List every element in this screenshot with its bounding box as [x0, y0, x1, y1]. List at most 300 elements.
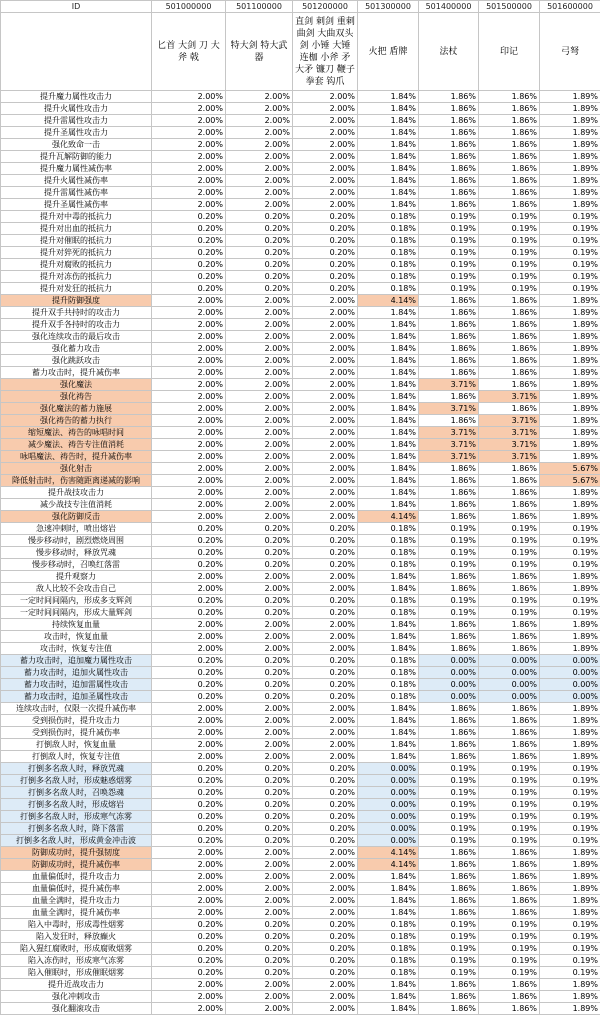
- probability-cell: 1.86%: [479, 187, 540, 199]
- probability-cell: 1.86%: [419, 847, 479, 859]
- probability-cell: 2.00%: [226, 751, 293, 763]
- probability-cell: 1.84%: [358, 403, 419, 415]
- probability-cell: 1.84%: [358, 139, 419, 151]
- effect-name-cell: 蓄力攻击时，提升减伤率: [1, 367, 152, 379]
- table-row: [1, 571, 600, 583]
- table-row: [1, 391, 600, 403]
- table-row: [1, 823, 600, 835]
- probability-cell: 0.20%: [293, 775, 358, 787]
- table-row: [1, 727, 600, 739]
- table-row: [1, 355, 600, 367]
- table-row: [1, 871, 600, 883]
- probability-cell: 4.14%: [358, 511, 419, 523]
- probability-cell: 0.18%: [358, 247, 419, 259]
- table-row: [1, 847, 600, 859]
- effect-name-cell: 提升对腐败的抵抗力: [1, 259, 152, 271]
- probability-cell: 0.18%: [358, 595, 419, 607]
- probability-cell: 0.19%: [540, 823, 600, 835]
- probability-cell: 2.00%: [226, 343, 293, 355]
- probability-cell: 1.89%: [540, 619, 600, 631]
- probability-cell: 1.86%: [479, 175, 540, 187]
- table-row: [1, 523, 600, 535]
- probability-cell: 1.84%: [358, 367, 419, 379]
- probability-cell: 1.84%: [358, 331, 419, 343]
- probability-cell: 2.00%: [152, 451, 226, 463]
- probability-cell: 2.00%: [152, 331, 226, 343]
- probability-cell: 0.19%: [540, 775, 600, 787]
- probability-cell: 2.00%: [293, 739, 358, 751]
- effect-name-cell: 缩短魔法、祷告的咏唱时间: [1, 427, 152, 439]
- probability-cell: 1.89%: [540, 583, 600, 595]
- probability-cell: 1.84%: [358, 163, 419, 175]
- probability-cell: 0.20%: [293, 535, 358, 547]
- probability-cell: 1.86%: [479, 739, 540, 751]
- table-row: [1, 211, 600, 223]
- probability-cell: 2.00%: [293, 619, 358, 631]
- effect-name-cell: 降低射击时，伤害随距离递减的影响: [1, 475, 152, 487]
- probability-cell: 2.00%: [152, 619, 226, 631]
- probability-cell: 2.00%: [226, 871, 293, 883]
- probability-cell: 0.18%: [358, 955, 419, 967]
- probability-cell: 1.84%: [358, 391, 419, 403]
- probability-cell: 1.86%: [419, 115, 479, 127]
- effect-name-cell: 攻击时，恢复专注值: [1, 643, 152, 655]
- probability-cell: 2.00%: [226, 619, 293, 631]
- probability-cell: 1.86%: [479, 403, 540, 415]
- effect-name-cell: 血量偏低时，提升减伤率: [1, 883, 152, 895]
- probability-cell: 0.19%: [540, 919, 600, 931]
- probability-cell: 1.86%: [479, 103, 540, 115]
- probability-cell: 1.86%: [479, 199, 540, 211]
- weapon-category-cell: 直剑 刺剑 重刺 曲剑 大曲双头剑 小锤 大锤 连枷 小斧 矛 大矛 镰刀 鞭子 拳套 钩爪: [293, 13, 358, 91]
- probability-cell: 0.20%: [152, 811, 226, 823]
- probability-cell: 0.20%: [226, 763, 293, 775]
- probability-cell: 0.19%: [419, 787, 479, 799]
- probability-cell: 2.00%: [293, 907, 358, 919]
- probability-cell: 0.19%: [479, 235, 540, 247]
- probability-cell: 2.00%: [226, 631, 293, 643]
- probability-cell: 1.89%: [540, 451, 600, 463]
- table-row: [1, 403, 600, 415]
- probability-cell: 0.19%: [479, 835, 540, 847]
- probability-cell: 2.00%: [152, 199, 226, 211]
- table-row: [1, 931, 600, 943]
- probability-cell: 0.18%: [358, 607, 419, 619]
- probability-cell: 0.19%: [419, 775, 479, 787]
- probability-cell: 0.00%: [540, 655, 600, 667]
- probability-cell: 1.86%: [419, 631, 479, 643]
- probability-cell: 0.19%: [479, 931, 540, 943]
- probability-cell: 2.00%: [226, 571, 293, 583]
- probability-cell: 0.19%: [419, 223, 479, 235]
- probability-cell: 2.00%: [152, 151, 226, 163]
- probability-cell: 0.19%: [479, 811, 540, 823]
- effect-name-cell: 强化射击: [1, 463, 152, 475]
- probability-cell: 0.19%: [479, 223, 540, 235]
- probability-cell: 2.00%: [293, 151, 358, 163]
- probability-cell: 1.89%: [540, 907, 600, 919]
- probability-cell: 1.89%: [540, 295, 600, 307]
- probability-cell: 1.86%: [419, 883, 479, 895]
- probability-cell: 3.71%: [479, 451, 540, 463]
- probability-cell: 1.84%: [358, 883, 419, 895]
- probability-cell: 3.71%: [419, 439, 479, 451]
- probability-cell: 1.86%: [419, 583, 479, 595]
- probability-cell: 0.20%: [152, 799, 226, 811]
- probability-cell: 0.19%: [479, 775, 540, 787]
- probability-cell: 0.19%: [419, 799, 479, 811]
- probability-cell: 0.00%: [419, 691, 479, 703]
- probability-cell: 0.00%: [479, 679, 540, 691]
- table-row: [1, 991, 600, 1003]
- probability-cell: 1.86%: [479, 871, 540, 883]
- probability-cell: 2.00%: [293, 331, 358, 343]
- probability-cell: 1.86%: [479, 859, 540, 871]
- probability-cell: 1.89%: [540, 199, 600, 211]
- probability-cell: 0.19%: [419, 811, 479, 823]
- effect-name-cell: 陷入冻伤时，形成寒气冻雾: [1, 955, 152, 967]
- probability-cell: 2.00%: [226, 895, 293, 907]
- table-row: [1, 763, 600, 775]
- probability-cell: 2.00%: [226, 91, 293, 103]
- probability-cell: 2.00%: [226, 163, 293, 175]
- probability-cell: 2.00%: [293, 499, 358, 511]
- probability-cell: 1.84%: [358, 739, 419, 751]
- probability-cell: 1.86%: [479, 91, 540, 103]
- probability-cell: 0.19%: [419, 835, 479, 847]
- table-row: [1, 487, 600, 499]
- probability-cell: 0.20%: [152, 559, 226, 571]
- probability-cell: 0.19%: [419, 763, 479, 775]
- probability-cell: 1.86%: [479, 619, 540, 631]
- table-row: [1, 163, 600, 175]
- effect-name-cell: 蓄力攻击时，追加火属性攻击: [1, 667, 152, 679]
- probability-cell: 2.00%: [152, 475, 226, 487]
- probability-cell: 0.19%: [419, 955, 479, 967]
- probability-cell: 1.89%: [540, 307, 600, 319]
- table-row: [1, 619, 600, 631]
- probability-cell: 5.67%: [540, 463, 600, 475]
- probability-cell: 0.19%: [479, 283, 540, 295]
- probability-cell: 2.00%: [226, 847, 293, 859]
- probability-cell: 0.20%: [293, 547, 358, 559]
- weapon-category-cell: 法杖: [419, 13, 479, 91]
- table-row: [1, 307, 600, 319]
- probability-cell: 4.14%: [358, 847, 419, 859]
- probability-cell: 2.00%: [226, 427, 293, 439]
- probability-cell: 1.89%: [540, 703, 600, 715]
- id-header-row: [1, 1, 600, 13]
- probability-cell: 1.86%: [419, 727, 479, 739]
- probability-cell: 2.00%: [226, 499, 293, 511]
- probability-cell: 0.18%: [358, 535, 419, 547]
- probability-cell: 1.86%: [479, 307, 540, 319]
- probability-cell: 1.86%: [419, 715, 479, 727]
- probability-cell: 2.00%: [226, 415, 293, 427]
- probability-cell: 2.00%: [293, 379, 358, 391]
- effect-name-cell: 打倒多名敌人时，形成黄金冲击波: [1, 835, 152, 847]
- probability-cell: 0.20%: [226, 211, 293, 223]
- probability-cell: 2.00%: [293, 391, 358, 403]
- probability-cell: 1.84%: [358, 583, 419, 595]
- probability-cell: 1.86%: [419, 979, 479, 991]
- table-row: [1, 895, 600, 907]
- probability-cell: 1.86%: [479, 319, 540, 331]
- effect-name-cell: 打倒多名敌人时，释放咒魂: [1, 763, 152, 775]
- probability-cell: 2.00%: [152, 343, 226, 355]
- probability-cell: 1.86%: [479, 355, 540, 367]
- probability-cell: 0.18%: [358, 931, 419, 943]
- probability-cell: 1.86%: [479, 571, 540, 583]
- effect-name-cell: 攻击时，恢复血量: [1, 631, 152, 643]
- effect-name-cell: 急速冲刺时，喷出熔岩: [1, 523, 152, 535]
- probability-cell: 0.20%: [152, 943, 226, 955]
- probability-cell: 1.86%: [419, 487, 479, 499]
- effect-name-cell: 敌人比较不会攻击自己: [1, 583, 152, 595]
- probability-cell: 0.19%: [540, 955, 600, 967]
- table-row: [1, 199, 600, 211]
- probability-cell: 1.86%: [479, 511, 540, 523]
- probability-cell: 0.20%: [226, 919, 293, 931]
- probability-cell: 2.00%: [226, 463, 293, 475]
- probability-cell: 0.19%: [479, 523, 540, 535]
- probability-cell: 1.86%: [419, 151, 479, 163]
- probability-cell: 1.89%: [540, 871, 600, 883]
- table-row: [1, 427, 600, 439]
- probability-cell: 0.18%: [358, 235, 419, 247]
- probability-cell: 2.00%: [293, 367, 358, 379]
- probability-cell: 1.84%: [358, 1003, 419, 1015]
- probability-cell: 1.89%: [540, 391, 600, 403]
- effect-name-cell: 提升圣属性减伤率: [1, 199, 152, 211]
- probability-cell: 0.19%: [479, 595, 540, 607]
- probability-cell: 0.20%: [293, 967, 358, 979]
- probability-cell: 0.20%: [293, 835, 358, 847]
- table-row: [1, 331, 600, 343]
- probability-cell: 2.00%: [293, 475, 358, 487]
- probability-cell: 0.18%: [358, 223, 419, 235]
- probability-cell: 0.19%: [479, 607, 540, 619]
- effect-name-cell: 打倒多名敌人时，形成寒气冻雾: [1, 811, 152, 823]
- probability-cell: 2.00%: [152, 859, 226, 871]
- probability-cell: 0.19%: [419, 823, 479, 835]
- probability-cell: 0.19%: [479, 559, 540, 571]
- probability-cell: 2.00%: [293, 115, 358, 127]
- probability-cell: 0.20%: [293, 919, 358, 931]
- probability-cell: 2.00%: [152, 847, 226, 859]
- effect-name-cell: 强化冲刺攻击: [1, 991, 152, 1003]
- effect-name-cell: 减少魔法、祷告专注值消耗: [1, 439, 152, 451]
- id-header-cell: ID: [1, 1, 152, 13]
- probability-cell: 0.18%: [358, 259, 419, 271]
- probability-cell: 2.00%: [152, 391, 226, 403]
- id-header-cell: 501200000: [293, 1, 358, 13]
- probability-cell: 0.00%: [419, 679, 479, 691]
- table-row: [1, 547, 600, 559]
- probability-cell: 2.00%: [152, 307, 226, 319]
- probability-cell: 1.84%: [358, 631, 419, 643]
- probability-cell: 2.00%: [226, 643, 293, 655]
- probability-cell: 1.89%: [540, 751, 600, 763]
- probability-cell: 2.00%: [293, 715, 358, 727]
- probability-cell: 0.19%: [540, 259, 600, 271]
- effect-name-cell: 打倒多名敌人时，形成熔岩: [1, 799, 152, 811]
- probability-cell: 0.20%: [152, 787, 226, 799]
- probability-cell: 2.00%: [152, 463, 226, 475]
- probability-cell: 2.00%: [293, 103, 358, 115]
- probability-cell: 1.89%: [540, 499, 600, 511]
- probability-cell: 1.86%: [479, 907, 540, 919]
- probability-cell: 2.00%: [152, 907, 226, 919]
- probability-cell: 2.00%: [293, 847, 358, 859]
- probability-cell: 1.89%: [540, 175, 600, 187]
- probability-cell: 2.00%: [293, 871, 358, 883]
- probability-cell: 1.86%: [479, 343, 540, 355]
- weapon-category-cell: [1, 13, 152, 91]
- table-row: [1, 607, 600, 619]
- probability-cell: 2.00%: [152, 115, 226, 127]
- table-row: [1, 739, 600, 751]
- probability-cell: 2.00%: [152, 187, 226, 199]
- probability-cell: 0.00%: [479, 691, 540, 703]
- probability-cell: 0.19%: [479, 955, 540, 967]
- probability-cell: 0.20%: [293, 691, 358, 703]
- probability-cell: 1.86%: [419, 499, 479, 511]
- probability-cell: 0.20%: [293, 607, 358, 619]
- probability-cell: 1.86%: [479, 367, 540, 379]
- probability-cell: 1.89%: [540, 319, 600, 331]
- probability-cell: 3.71%: [419, 427, 479, 439]
- probability-cell: 1.89%: [540, 643, 600, 655]
- probability-cell: 1.86%: [479, 475, 540, 487]
- probability-cell: 0.20%: [152, 271, 226, 283]
- table-row: [1, 775, 600, 787]
- probability-cell: 1.84%: [358, 127, 419, 139]
- probability-cell: 0.19%: [540, 283, 600, 295]
- probability-cell: 2.00%: [293, 355, 358, 367]
- probability-cell: 1.84%: [358, 907, 419, 919]
- probability-cell: 2.00%: [152, 379, 226, 391]
- probability-cell: 1.86%: [479, 1003, 540, 1015]
- probability-cell: 2.00%: [226, 139, 293, 151]
- probability-cell: 0.18%: [358, 655, 419, 667]
- probability-cell: 1.84%: [358, 643, 419, 655]
- probability-cell: 1.86%: [419, 895, 479, 907]
- probability-cell: 0.20%: [293, 283, 358, 295]
- probability-cell: 2.00%: [293, 127, 358, 139]
- probability-cell: 0.20%: [152, 223, 226, 235]
- probability-cell: 0.00%: [479, 655, 540, 667]
- probability-cell: 1.84%: [358, 91, 419, 103]
- probability-cell: 1.86%: [479, 631, 540, 643]
- probability-cell: 2.00%: [293, 487, 358, 499]
- probability-cell: 2.00%: [152, 571, 226, 583]
- effect-name-cell: 提升瓦解防御的能力: [1, 151, 152, 163]
- probability-cell: 2.00%: [293, 175, 358, 187]
- probability-cell: 0.20%: [226, 955, 293, 967]
- effect-name-cell: 提升双手各持时的攻击力: [1, 319, 152, 331]
- table-row: [1, 475, 600, 487]
- id-header-cell: 501500000: [479, 1, 540, 13]
- probability-cell: 0.20%: [293, 559, 358, 571]
- probability-cell: 0.19%: [540, 235, 600, 247]
- probability-cell: 1.89%: [540, 187, 600, 199]
- probability-cell: 0.18%: [358, 943, 419, 955]
- effect-name-cell: 强化魔法的蓄力施展: [1, 403, 152, 415]
- probability-cell: 2.00%: [152, 175, 226, 187]
- probability-cell: 0.19%: [419, 259, 479, 271]
- probability-cell: 0.19%: [419, 547, 479, 559]
- table-row: [1, 499, 600, 511]
- probability-cell: 0.20%: [152, 259, 226, 271]
- table-row: [1, 415, 600, 427]
- probability-cell: 1.84%: [358, 991, 419, 1003]
- effect-name-cell: 强化致命一击: [1, 139, 152, 151]
- probability-cell: 2.00%: [293, 91, 358, 103]
- effect-name-cell: 强化祷告的蓄力执行: [1, 415, 152, 427]
- probability-cell: 0.20%: [152, 967, 226, 979]
- probability-cell: 2.00%: [226, 199, 293, 211]
- probability-cell: 0.20%: [293, 667, 358, 679]
- table-row: [1, 979, 600, 991]
- probability-cell: 1.86%: [419, 343, 479, 355]
- probability-cell: 0.19%: [540, 559, 600, 571]
- probability-cell: 0.20%: [152, 607, 226, 619]
- probability-cell: 2.00%: [293, 427, 358, 439]
- weapon-category-cell: 特大剑 特大武器: [226, 13, 293, 91]
- probability-cell: 1.89%: [540, 367, 600, 379]
- probability-cell: 1.86%: [479, 331, 540, 343]
- probability-cell: 0.19%: [419, 967, 479, 979]
- probability-cell: 2.00%: [226, 475, 293, 487]
- probability-cell: 0.20%: [226, 223, 293, 235]
- probability-cell: 2.00%: [226, 319, 293, 331]
- probability-cell: 1.84%: [358, 199, 419, 211]
- probability-cell: 0.20%: [293, 211, 358, 223]
- probability-cell: 1.86%: [479, 463, 540, 475]
- probability-cell: 2.00%: [152, 583, 226, 595]
- id-header-cell: 501100000: [226, 1, 293, 13]
- probability-cell: 2.00%: [293, 319, 358, 331]
- effect-name-cell: 防御成功时，提升减伤率: [1, 859, 152, 871]
- probability-cell: 0.20%: [293, 943, 358, 955]
- probability-cell: 1.86%: [419, 463, 479, 475]
- probability-cell: 1.84%: [358, 475, 419, 487]
- probability-cell: 1.86%: [479, 379, 540, 391]
- probability-cell: 0.00%: [358, 787, 419, 799]
- probability-cell: 2.00%: [152, 703, 226, 715]
- probability-cell: 2.00%: [293, 307, 358, 319]
- probability-cell: 1.86%: [419, 415, 479, 427]
- probability-cell: 2.00%: [152, 319, 226, 331]
- probability-cell: 1.86%: [419, 91, 479, 103]
- probability-cell: 2.00%: [152, 991, 226, 1003]
- probability-cell: 0.20%: [293, 679, 358, 691]
- probability-cell: 2.00%: [293, 583, 358, 595]
- id-header-cell: 501000000: [152, 1, 226, 13]
- table-row: [1, 703, 600, 715]
- probability-cell: 1.84%: [358, 439, 419, 451]
- probability-cell: 0.19%: [479, 799, 540, 811]
- effect-name-cell: 血量全满时，提升攻击力: [1, 895, 152, 907]
- effect-name-cell: 提升魔力属性减伤率: [1, 163, 152, 175]
- probability-cell: 0.19%: [419, 931, 479, 943]
- probability-cell: 0.19%: [419, 559, 479, 571]
- probability-cell: 3.71%: [479, 415, 540, 427]
- probability-cell: 1.84%: [358, 355, 419, 367]
- probability-cell: 2.00%: [226, 583, 293, 595]
- probability-cell: 0.19%: [419, 607, 479, 619]
